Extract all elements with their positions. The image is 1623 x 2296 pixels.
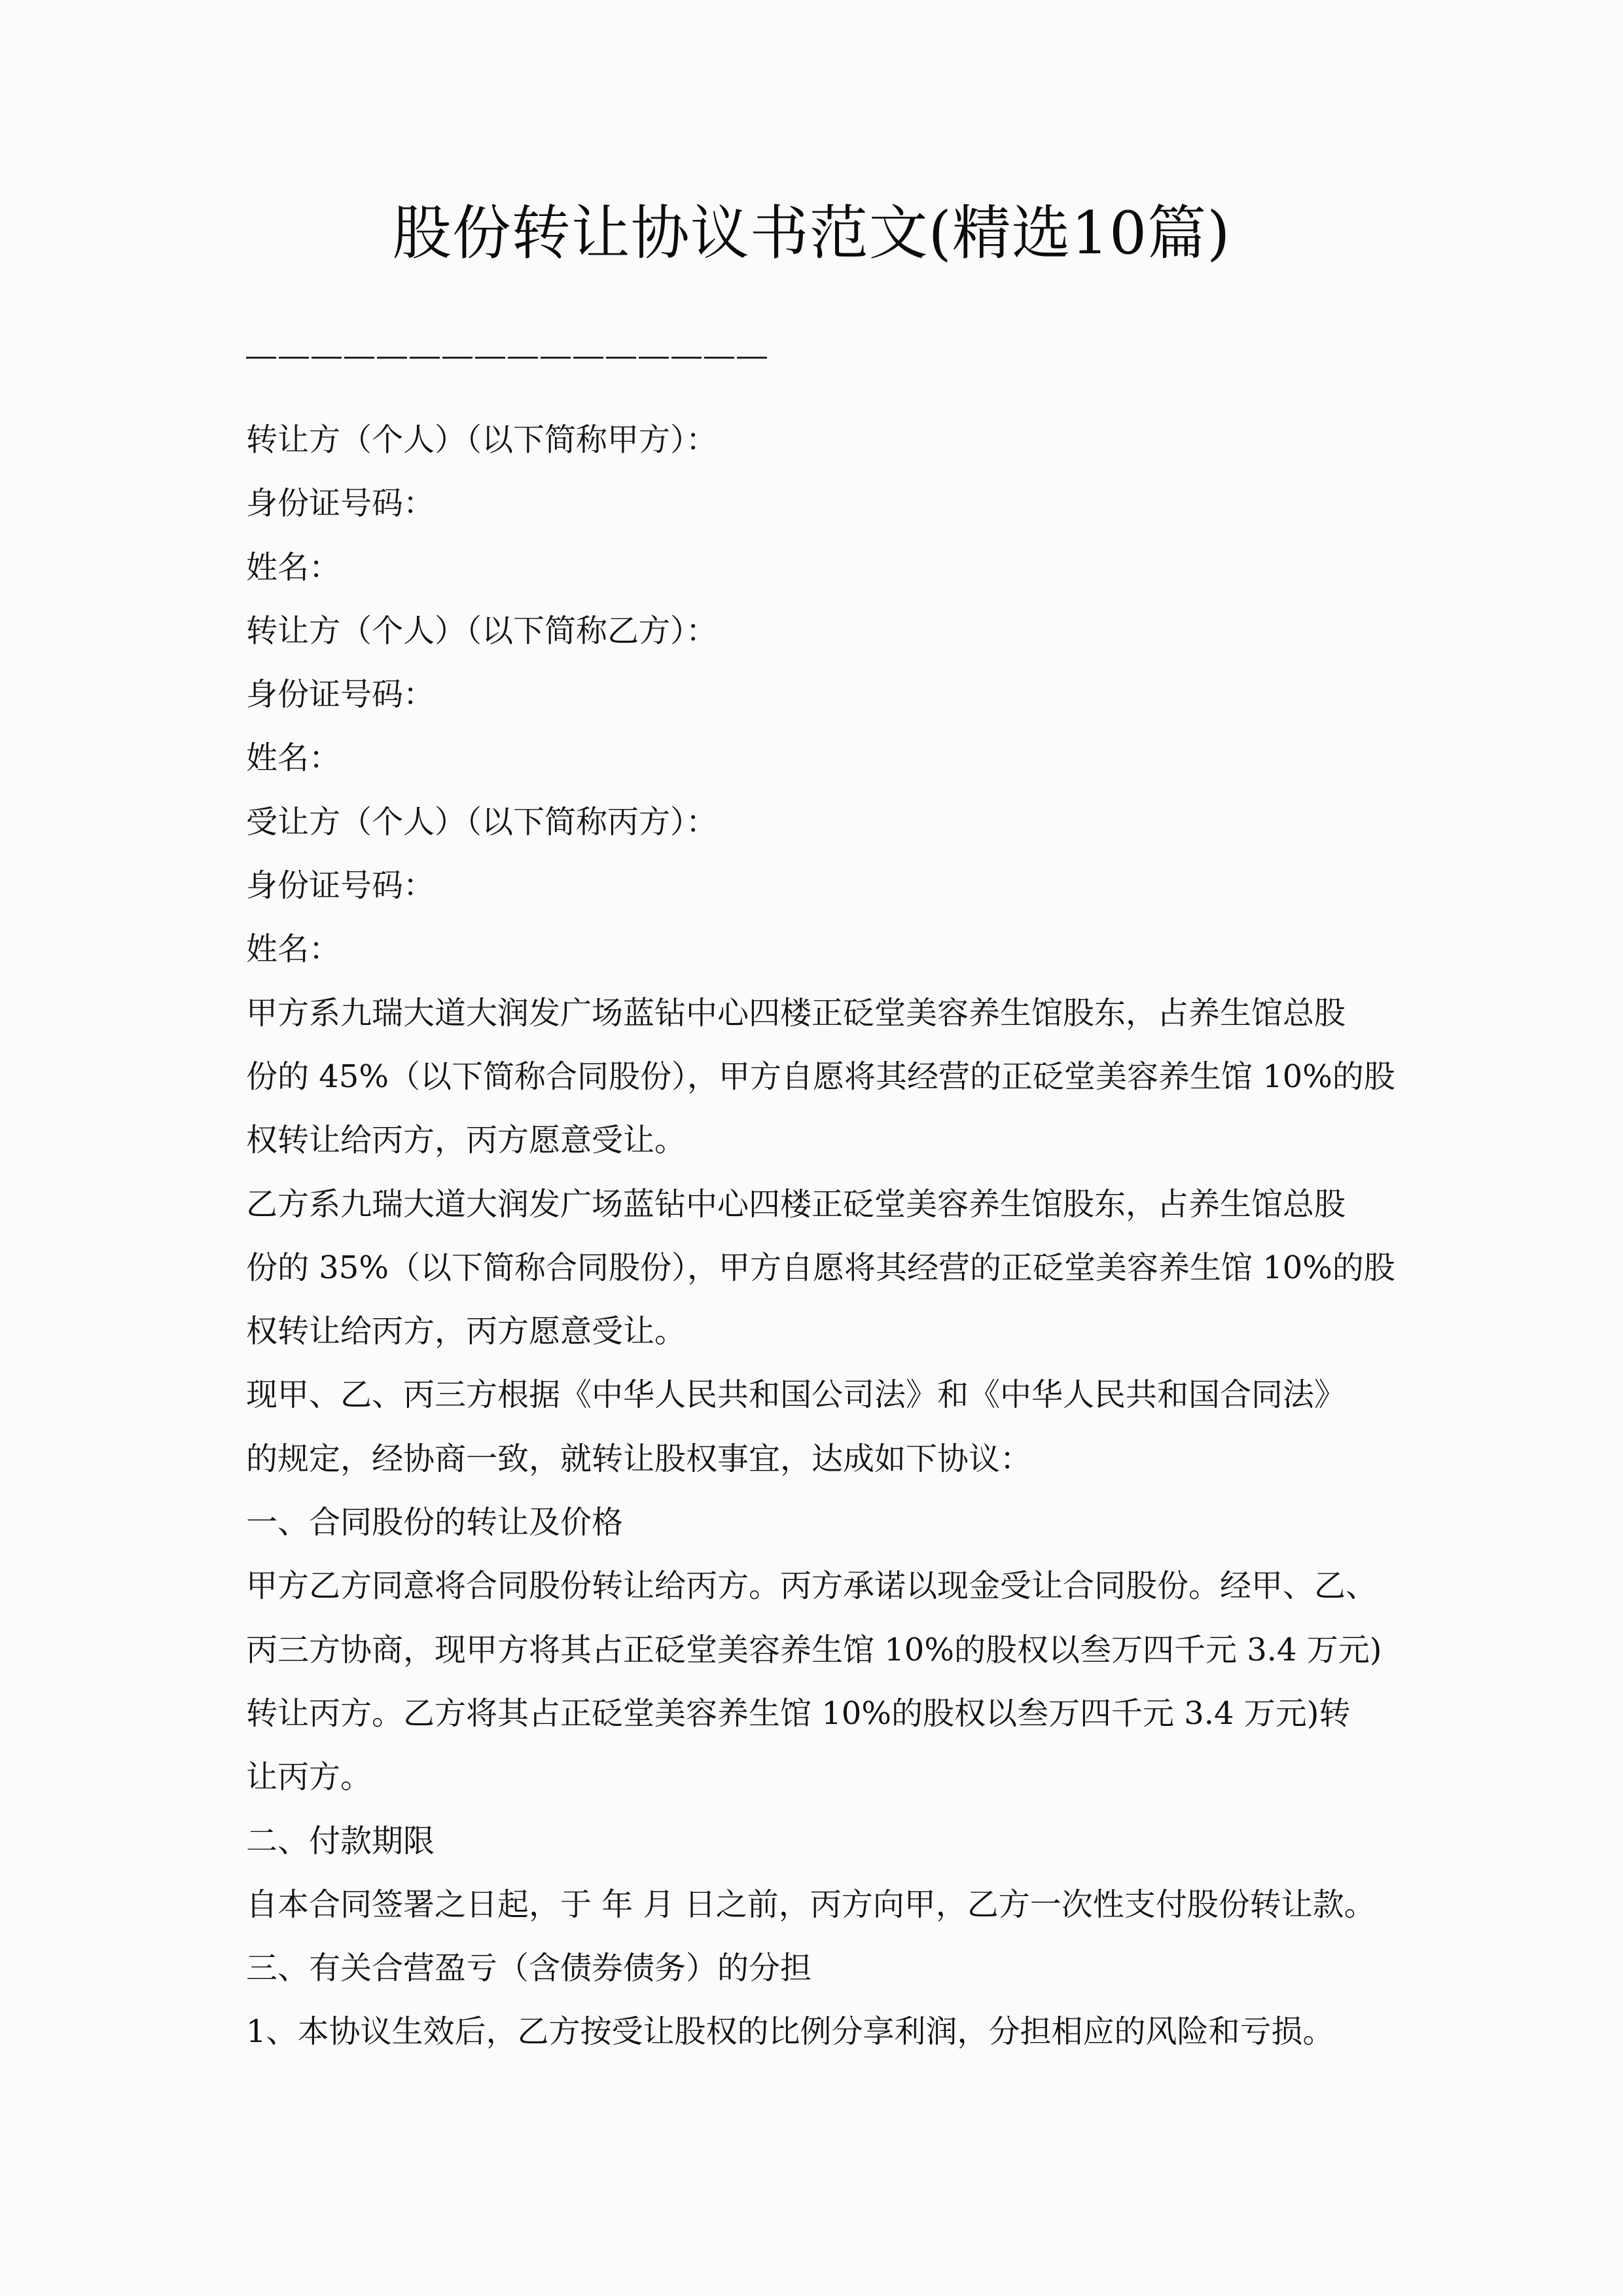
party-b-heading: 转让方（个人）（以下简称乙方）： xyxy=(246,612,718,649)
party-b-statement-line: 份的 35%（以下简称合同股份），甲方自愿将其经营的正砭堂美容养生馆 10%的股 xyxy=(246,1249,1395,1286)
section-1-heading: 一、合同股份的转让及价格 xyxy=(246,1504,624,1541)
section-2-heading: 二、付款期限 xyxy=(246,1822,435,1859)
party-a-statement-line: 权转让给丙方，丙方愿意受让。 xyxy=(246,1122,687,1159)
section-1-text-line: 转让丙方。乙方将其占正砭堂美容养生馆 10%的股权以叁万四千元 3.4 万元)转 xyxy=(246,1695,1351,1732)
document-title: 股份转让协议书范文(精选10篇) xyxy=(392,199,1231,268)
party-c-heading: 受让方（个人）（以下简称丙方）： xyxy=(246,803,718,840)
section-1-text-line: 让丙方。 xyxy=(246,1759,372,1796)
section-2-text-line: 自本合同签署之日起，于 年 月 日之前，丙方向甲，乙方一次性支付股份转让款。 xyxy=(246,1886,1376,1923)
legal-basis-line: 的规定，经协商一致，就转让股权事宜，达成如下协议： xyxy=(246,1440,1032,1477)
section-3-item-1: 1、本协议生效后，乙方按受让股权的比例分享利润，分担相应的风险和亏损。 xyxy=(246,2013,1334,2051)
party-b-id-field: 身份证号码： xyxy=(246,676,435,713)
party-a-name-field: 姓名： xyxy=(246,548,341,586)
party-c-id-field: 身份证号码： xyxy=(246,867,435,905)
party-a-heading: 转让方（个人）（以下简称甲方）： xyxy=(246,422,718,458)
title-separator xyxy=(246,357,770,359)
party-a-statement-line: 份的 45%（以下简称合同股份），甲方自愿将其经营的正砭堂美容养生馆 10%的股 xyxy=(246,1058,1395,1095)
party-a-statement-line: 甲方系九瑞大道大润发广场蓝钻中心四楼正砭堂美容养生馆股东，占养生馆总股 xyxy=(246,994,1346,1031)
party-b-statement-line: 乙方系九瑞大道大润发广场蓝钻中心四楼正砭堂美容养生馆股东，占养生馆总股 xyxy=(246,1185,1346,1223)
party-b-statement-line: 权转让给丙方，丙方愿意受让。 xyxy=(246,1313,687,1350)
section-1-text-line: 甲方乙方同意将合同股份转让给丙方。丙方承诺以现金受让合同股份。经甲、乙、 xyxy=(246,1568,1378,1605)
document-body xyxy=(246,408,1395,2064)
party-a-id-field: 身份证号码： xyxy=(246,485,435,522)
section-1-text-line: 丙三方协商，现甲方将其占正砭堂美容养生馆 10%的股权以叁万四千元 3.4 万元) xyxy=(246,1631,1382,1668)
party-b-name-field: 姓名： xyxy=(246,740,341,777)
section-3-heading: 三、有关合营盈亏（含债券债务）的分担 xyxy=(246,1950,812,1987)
party-c-name-field: 姓名： xyxy=(246,931,341,968)
legal-basis-line: 现甲、乙、丙三方根据《中华人民共和国公司法》和《中华人民共和国合同法》 xyxy=(246,1376,1346,1414)
